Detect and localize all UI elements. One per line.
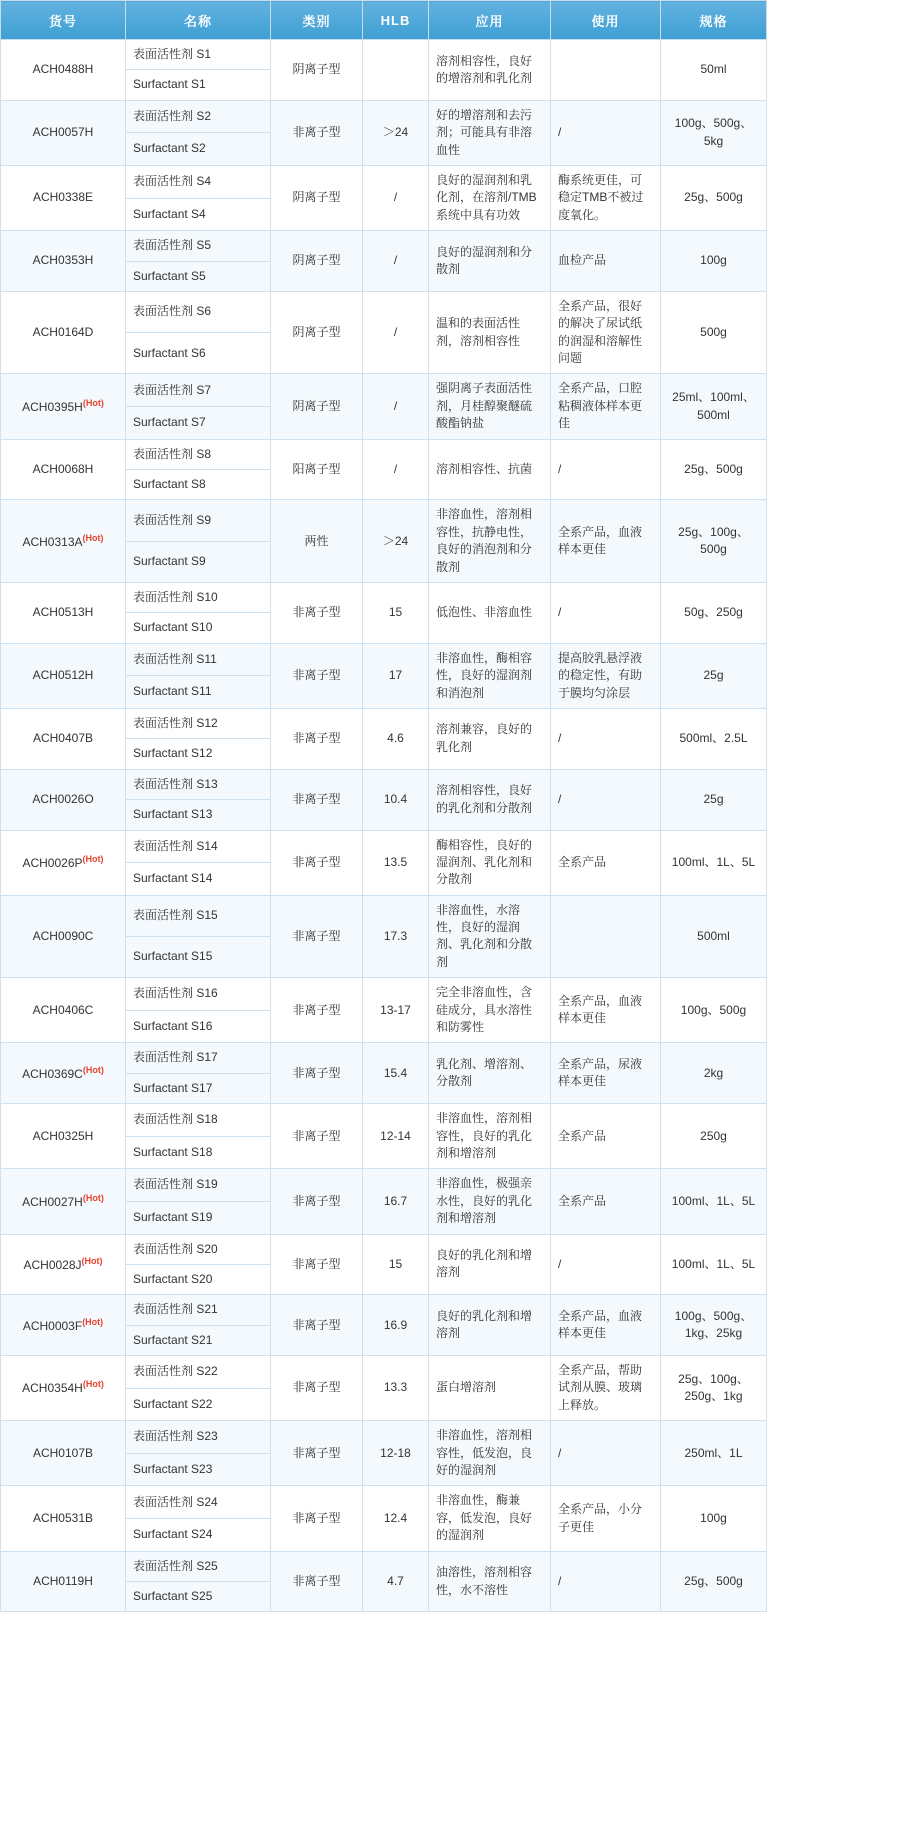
cell-product-name-cn: 表面活性剂 S9 xyxy=(126,500,271,541)
cell-category: 非离子型 xyxy=(271,1043,363,1104)
cell-application: 非溶血性，溶剂相容性，良好的乳化剂和增溶剂 xyxy=(429,1104,551,1169)
table-body xyxy=(1,40,767,1612)
cell-product-name-en: Surfactant S22 xyxy=(126,1388,271,1421)
cell-category: 非离子型 xyxy=(271,100,363,165)
cell-spec: 100g、500g、1kg、25kg xyxy=(661,1295,767,1356)
cell-product-name-cn: 表面活性剂 S12 xyxy=(126,708,271,738)
cell-category: 阴离子型 xyxy=(271,231,363,292)
table-row xyxy=(1,643,767,676)
table-row xyxy=(1,165,767,198)
cell-product-name-en: Surfactant S5 xyxy=(126,261,271,291)
cell-spec: 250g xyxy=(661,1104,767,1169)
cell-category: 两性 xyxy=(271,500,363,583)
cell-application: 非溶血性，溶剂相容性，抗静电性，良好的消泡剂和分散剂 xyxy=(429,500,551,583)
cell-product-name-en: Surfactant S15 xyxy=(126,936,271,977)
cell-product-code xyxy=(1,100,126,165)
cell-hlb: 12.4 xyxy=(363,1486,429,1551)
cell-category: 非离子型 xyxy=(271,708,363,769)
cell-application: 强阴离子表面活性剂，月桂醇聚醚硫酸酯钠盐 xyxy=(429,374,551,439)
cell-category: 非离子型 xyxy=(271,830,363,895)
cell-hlb: 17.3 xyxy=(363,895,429,978)
cell-category: 非离子型 xyxy=(271,895,363,978)
cell-product-code xyxy=(1,708,126,769)
cell-product-code xyxy=(1,40,126,101)
cell-spec: 100g xyxy=(661,1486,767,1551)
table-row xyxy=(1,231,767,261)
cell-spec: 100g、500g xyxy=(661,978,767,1043)
cell-product-code xyxy=(1,1104,126,1169)
cell-category: 非离子型 xyxy=(271,643,363,708)
table-row xyxy=(1,769,767,799)
cell-usage: 全系产品，很好的解决了尿试纸的润湿和溶解性问题 xyxy=(551,291,661,374)
cell-spec: 25g、500g xyxy=(661,1551,767,1612)
cell-product-name-cn: 表面活性剂 S11 xyxy=(126,643,271,676)
cell-product-code xyxy=(1,374,126,439)
column-header-application: 应用 xyxy=(429,1,551,40)
table-row xyxy=(1,1295,767,1325)
table-row xyxy=(1,40,767,70)
cell-hlb: 4.6 xyxy=(363,708,429,769)
cell-product-code xyxy=(1,895,126,978)
table-row xyxy=(1,1043,767,1073)
cell-spec: 25g xyxy=(661,769,767,830)
cell-usage xyxy=(551,40,661,101)
cell-usage: 全系产品，口腔粘稠液体样本更佳 xyxy=(551,374,661,439)
product-code-text: ACH0090C xyxy=(32,928,94,943)
cell-product-name-cn: 表面活性剂 S22 xyxy=(126,1356,271,1389)
column-header-category: 类别 xyxy=(271,1,363,40)
cell-usage: 提高胶乳悬浮液的稳定性，有助于膜均匀涂层 xyxy=(551,643,661,708)
cell-spec: 100g xyxy=(661,231,767,292)
product-code-text: ACH0068H xyxy=(32,461,94,476)
cell-product-code xyxy=(1,1486,126,1551)
cell-product-code xyxy=(1,1043,126,1104)
hot-badge: (Hot) xyxy=(82,1316,104,1327)
cell-application: 低泡性、非溶血性 xyxy=(429,582,551,643)
table-row xyxy=(1,1169,767,1202)
cell-usage: 全系产品 xyxy=(551,1104,661,1169)
cell-hlb: ＞24 xyxy=(363,100,429,165)
product-code-text: ACH0028J xyxy=(23,1257,82,1272)
cell-usage: 全系产品，帮助试剂从膜、玻璃上释放。 xyxy=(551,1356,661,1421)
column-header-usage: 使用 xyxy=(551,1,661,40)
cell-product-name-cn: 表面活性剂 S13 xyxy=(126,769,271,799)
cell-product-code xyxy=(1,291,126,374)
cell-spec: 100g、500g、5kg xyxy=(661,100,767,165)
cell-usage: / xyxy=(551,769,661,830)
cell-product-code xyxy=(1,769,126,830)
cell-category: 非离子型 xyxy=(271,1551,363,1612)
cell-product-code xyxy=(1,582,126,643)
cell-product-name-cn: 表面活性剂 S10 xyxy=(126,582,271,612)
cell-product-name-en: Surfactant S9 xyxy=(126,541,271,582)
hot-badge: (Hot) xyxy=(81,1255,103,1266)
hot-badge: (Hot) xyxy=(82,1192,104,1203)
cell-product-code xyxy=(1,830,126,895)
product-code-text: ACH0107B xyxy=(32,1445,94,1460)
cell-hlb: 16.7 xyxy=(363,1169,429,1234)
cell-hlb: / xyxy=(363,291,429,374)
cell-category: 非离子型 xyxy=(271,1104,363,1169)
table-row xyxy=(1,708,767,738)
cell-product-name-en: Surfactant S25 xyxy=(126,1582,271,1612)
product-code-text: ACH0003F xyxy=(22,1318,83,1333)
cell-usage: 全系产品，血液样本更佳 xyxy=(551,500,661,583)
cell-category: 阳离子型 xyxy=(271,439,363,500)
cell-spec: 2kg xyxy=(661,1043,767,1104)
cell-hlb: 17 xyxy=(363,643,429,708)
cell-spec: 250ml、1L xyxy=(661,1421,767,1486)
cell-product-name-en: Surfactant S2 xyxy=(126,133,271,166)
product-code-text: ACH0027H xyxy=(22,1194,83,1209)
cell-usage: 全系产品，血液样本更佳 xyxy=(551,1295,661,1356)
cell-product-name-en: Surfactant S18 xyxy=(126,1136,271,1169)
cell-product-name-en: Surfactant S23 xyxy=(126,1453,271,1486)
product-code-text: ACH0512H xyxy=(32,668,94,683)
cell-usage: / xyxy=(551,1421,661,1486)
cell-product-code xyxy=(1,165,126,230)
cell-usage: / xyxy=(551,708,661,769)
cell-application: 油溶性，溶剂相容性，水不溶性 xyxy=(429,1551,551,1612)
cell-product-code xyxy=(1,1551,126,1612)
cell-product-name-cn: 表面活性剂 S15 xyxy=(126,895,271,936)
cell-product-code xyxy=(1,231,126,292)
cell-category: 非离子型 xyxy=(271,1295,363,1356)
cell-product-code xyxy=(1,1421,126,1486)
cell-application: 非溶血性，酶相容性，良好的湿润剂和消泡剂 xyxy=(429,643,551,708)
cell-application: 非溶血性，酶兼容，低发泡，良好的湿润剂 xyxy=(429,1486,551,1551)
cell-hlb: 15 xyxy=(363,1234,429,1295)
cell-category: 非离子型 xyxy=(271,769,363,830)
cell-usage: 全系产品 xyxy=(551,1169,661,1234)
cell-spec: 100ml、1L、5L xyxy=(661,830,767,895)
cell-product-name-cn: 表面活性剂 S1 xyxy=(126,40,271,70)
cell-product-name-cn: 表面活性剂 S18 xyxy=(126,1104,271,1137)
hot-badge: (Hot) xyxy=(82,1064,104,1075)
cell-product-name-cn: 表面活性剂 S8 xyxy=(126,439,271,469)
cell-hlb: 13.3 xyxy=(363,1356,429,1421)
table-row xyxy=(1,291,767,332)
cell-category: 非离子型 xyxy=(271,1421,363,1486)
table-row xyxy=(1,1356,767,1389)
cell-application: 溶剂相容性，良好的乳化剂和分散剂 xyxy=(429,769,551,830)
cell-hlb: ＞24 xyxy=(363,500,429,583)
cell-usage: 全系产品 xyxy=(551,830,661,895)
product-code-text: ACH0531B xyxy=(32,1510,94,1525)
cell-hlb: 4.7 xyxy=(363,1551,429,1612)
hot-badge: (Hot) xyxy=(82,853,104,864)
cell-product-code xyxy=(1,978,126,1043)
cell-usage: / xyxy=(551,1234,661,1295)
cell-application: 非溶血性，水溶性，良好的湿润剂、乳化剂和分散剂 xyxy=(429,895,551,978)
cell-spec: 500ml xyxy=(661,895,767,978)
product-code-text: ACH0026O xyxy=(32,791,94,806)
cell-application: 酶相容性，良好的湿润剂、乳化剂和分散剂 xyxy=(429,830,551,895)
column-header-hlb: HLB xyxy=(363,1,429,40)
cell-product-name-cn: 表面活性剂 S25 xyxy=(126,1551,271,1581)
cell-product-name-cn: 表面活性剂 S2 xyxy=(126,100,271,133)
cell-application: 好的增溶剂和去污剂；可能具有非溶血性 xyxy=(429,100,551,165)
cell-category: 非离子型 xyxy=(271,582,363,643)
column-header-spec: 规格 xyxy=(661,1,767,40)
cell-usage: 酶系统更佳，可稳定TMB不被过度氧化。 xyxy=(551,165,661,230)
cell-usage: / xyxy=(551,1551,661,1612)
cell-product-name-cn: 表面活性剂 S21 xyxy=(126,1295,271,1325)
cell-application: 非溶血性，溶剂相容性，低发泡，良好的湿润剂 xyxy=(429,1421,551,1486)
product-code-text: ACH0353H xyxy=(32,253,94,268)
cell-product-name-cn: 表面活性剂 S5 xyxy=(126,231,271,261)
table-row xyxy=(1,1234,767,1264)
hot-badge: (Hot) xyxy=(82,397,104,408)
cell-product-code xyxy=(1,1234,126,1295)
cell-application: 蛋白增溶剂 xyxy=(429,1356,551,1421)
cell-hlb: 13-17 xyxy=(363,978,429,1043)
cell-application: 乳化剂、增溶剂、分散剂 xyxy=(429,1043,551,1104)
cell-product-name-cn: 表面活性剂 S4 xyxy=(126,165,271,198)
cell-category: 阴离子型 xyxy=(271,165,363,230)
cell-spec: 25g、100g、250g、1kg xyxy=(661,1356,767,1421)
cell-product-name-en: Surfactant S20 xyxy=(126,1264,271,1294)
table-row xyxy=(1,582,767,612)
cell-hlb: / xyxy=(363,165,429,230)
cell-application: 非溶血性，极强亲水性，良好的乳化剂和增溶剂 xyxy=(429,1169,551,1234)
table-header-row xyxy=(1,1,767,40)
cell-product-name-en: Surfactant S7 xyxy=(126,407,271,440)
hot-badge: (Hot) xyxy=(82,1379,104,1390)
cell-product-name-cn: 表面活性剂 S19 xyxy=(126,1169,271,1202)
cell-product-name-cn: 表面活性剂 S14 xyxy=(126,830,271,863)
column-header-name: 名称 xyxy=(126,1,271,40)
cell-usage xyxy=(551,895,661,978)
table-row xyxy=(1,500,767,541)
cell-product-name-cn: 表面活性剂 S6 xyxy=(126,291,271,332)
cell-hlb: 12-14 xyxy=(363,1104,429,1169)
product-code-text: ACH0369C xyxy=(22,1066,83,1081)
product-code-text: ACH0395H xyxy=(22,399,83,414)
cell-product-name-en: Surfactant S1 xyxy=(126,70,271,100)
cell-spec: 50ml xyxy=(661,40,767,101)
cell-application: 良好的湿润剂和乳化剂，在溶剂/TMB系统中具有功效 xyxy=(429,165,551,230)
cell-product-name-en: Surfactant S21 xyxy=(126,1325,271,1355)
cell-product-name-en: Surfactant S4 xyxy=(126,198,271,231)
product-code-text: ACH0119H xyxy=(33,1573,93,1588)
cell-product-name-en: Surfactant S11 xyxy=(126,676,271,709)
cell-application: 良好的乳化剂和增溶剂 xyxy=(429,1295,551,1356)
table-row xyxy=(1,100,767,133)
cell-usage: 全系产品，血液样本更佳 xyxy=(551,978,661,1043)
cell-product-code xyxy=(1,1169,126,1234)
cell-application: 温和的表面活性剂，溶剂相容性 xyxy=(429,291,551,374)
cell-product-code xyxy=(1,1356,126,1421)
cell-category: 非离子型 xyxy=(271,1169,363,1234)
cell-category: 阴离子型 xyxy=(271,291,363,374)
cell-category: 非离子型 xyxy=(271,1356,363,1421)
cell-product-name-cn: 表面活性剂 S20 xyxy=(126,1234,271,1264)
cell-product-name-cn: 表面活性剂 S17 xyxy=(126,1043,271,1073)
product-code-text: ACH0354H xyxy=(22,1381,83,1396)
cell-product-name-cn: 表面活性剂 S7 xyxy=(126,374,271,407)
cell-application: 良好的乳化剂和增溶剂 xyxy=(429,1234,551,1295)
cell-spec: 500g xyxy=(661,291,767,374)
cell-hlb: 15.4 xyxy=(363,1043,429,1104)
cell-product-name-en: Surfactant S14 xyxy=(126,863,271,896)
product-code-text: ACH0026P xyxy=(22,855,83,870)
product-code-text: ACH0488H xyxy=(32,62,94,77)
cell-product-name-en: Surfactant S6 xyxy=(126,333,271,374)
table-header xyxy=(1,1,767,40)
cell-product-name-cn: 表面活性剂 S16 xyxy=(126,978,271,1011)
table-row xyxy=(1,1421,767,1454)
product-code-text: ACH0313A xyxy=(22,534,83,549)
cell-category: 阴离子型 xyxy=(271,40,363,101)
cell-hlb: 12-18 xyxy=(363,1421,429,1486)
cell-hlb: 10.4 xyxy=(363,769,429,830)
cell-usage: / xyxy=(551,100,661,165)
cell-category: 非离子型 xyxy=(271,1234,363,1295)
table-row xyxy=(1,374,767,407)
cell-hlb: / xyxy=(363,374,429,439)
product-code-text: ACH0338E xyxy=(32,190,94,205)
cell-hlb: 13.5 xyxy=(363,830,429,895)
cell-product-code xyxy=(1,643,126,708)
product-code-text: ACH0407B xyxy=(32,731,94,746)
product-code-text: ACH0406C xyxy=(32,1002,94,1017)
cell-spec: 25g、500g xyxy=(661,165,767,230)
table-row xyxy=(1,1104,767,1137)
cell-usage: 血检产品 xyxy=(551,231,661,292)
table-row xyxy=(1,978,767,1011)
cell-spec: 25g、500g xyxy=(661,439,767,500)
cell-spec: 500ml、2.5L xyxy=(661,708,767,769)
cell-product-code xyxy=(1,1295,126,1356)
cell-product-code xyxy=(1,439,126,500)
cell-category: 非离子型 xyxy=(271,978,363,1043)
table-row xyxy=(1,830,767,863)
cell-hlb: / xyxy=(363,231,429,292)
product-code-text: ACH0513H xyxy=(32,605,94,620)
product-code-text: ACH0057H xyxy=(32,125,94,140)
cell-application: 溶剂兼容，良好的乳化剂 xyxy=(429,708,551,769)
column-header-code: 货号 xyxy=(1,1,126,40)
hot-badge: (Hot) xyxy=(82,532,104,543)
cell-product-name-cn: 表面活性剂 S24 xyxy=(126,1486,271,1519)
cell-product-name-en: Surfactant S16 xyxy=(126,1010,271,1043)
cell-product-name-en: Surfactant S12 xyxy=(126,739,271,769)
cell-hlb: 15 xyxy=(363,582,429,643)
cell-spec: 25g、100g、500g xyxy=(661,500,767,583)
cell-hlb xyxy=(363,40,429,101)
cell-hlb: 16.9 xyxy=(363,1295,429,1356)
cell-product-name-en: Surfactant S19 xyxy=(126,1201,271,1234)
cell-hlb: / xyxy=(363,439,429,500)
cell-usage: 全系产品，小分子更佳 xyxy=(551,1486,661,1551)
cell-spec: 50g、250g xyxy=(661,582,767,643)
product-code-text: ACH0164D xyxy=(32,324,94,339)
cell-product-name-en: Surfactant S13 xyxy=(126,800,271,830)
cell-category: 非离子型 xyxy=(271,1486,363,1551)
cell-application: 完全非溶血性，含硅成分，具水溶性和防雾性 xyxy=(429,978,551,1043)
cell-product-name-en: Surfactant S10 xyxy=(126,613,271,643)
cell-category: 阴离子型 xyxy=(271,374,363,439)
cell-usage: / xyxy=(551,439,661,500)
table-row xyxy=(1,1551,767,1581)
table-row xyxy=(1,895,767,936)
cell-product-name-cn: 表面活性剂 S23 xyxy=(126,1421,271,1454)
cell-usage: 全系产品，尿液样本更佳 xyxy=(551,1043,661,1104)
cell-application: 良好的湿润剂和分散剂 xyxy=(429,231,551,292)
table-row xyxy=(1,1486,767,1519)
cell-spec: 100ml、1L、5L xyxy=(661,1234,767,1295)
product-code-text: ACH0325H xyxy=(32,1128,94,1143)
cell-application: 溶剂相容性，良好的增溶剂和乳化剂 xyxy=(429,40,551,101)
cell-product-code xyxy=(1,500,126,583)
cell-spec: 25ml、100ml、500ml xyxy=(661,374,767,439)
cell-application: 溶剂相容性、抗菌 xyxy=(429,439,551,500)
cell-product-name-en: Surfactant S8 xyxy=(126,470,271,500)
cell-product-name-en: Surfactant S24 xyxy=(126,1519,271,1552)
cell-usage: / xyxy=(551,582,661,643)
cell-product-name-en: Surfactant S17 xyxy=(126,1073,271,1103)
cell-spec: 100ml、1L、5L xyxy=(661,1169,767,1234)
cell-spec: 25g xyxy=(661,643,767,708)
table-row xyxy=(1,439,767,469)
